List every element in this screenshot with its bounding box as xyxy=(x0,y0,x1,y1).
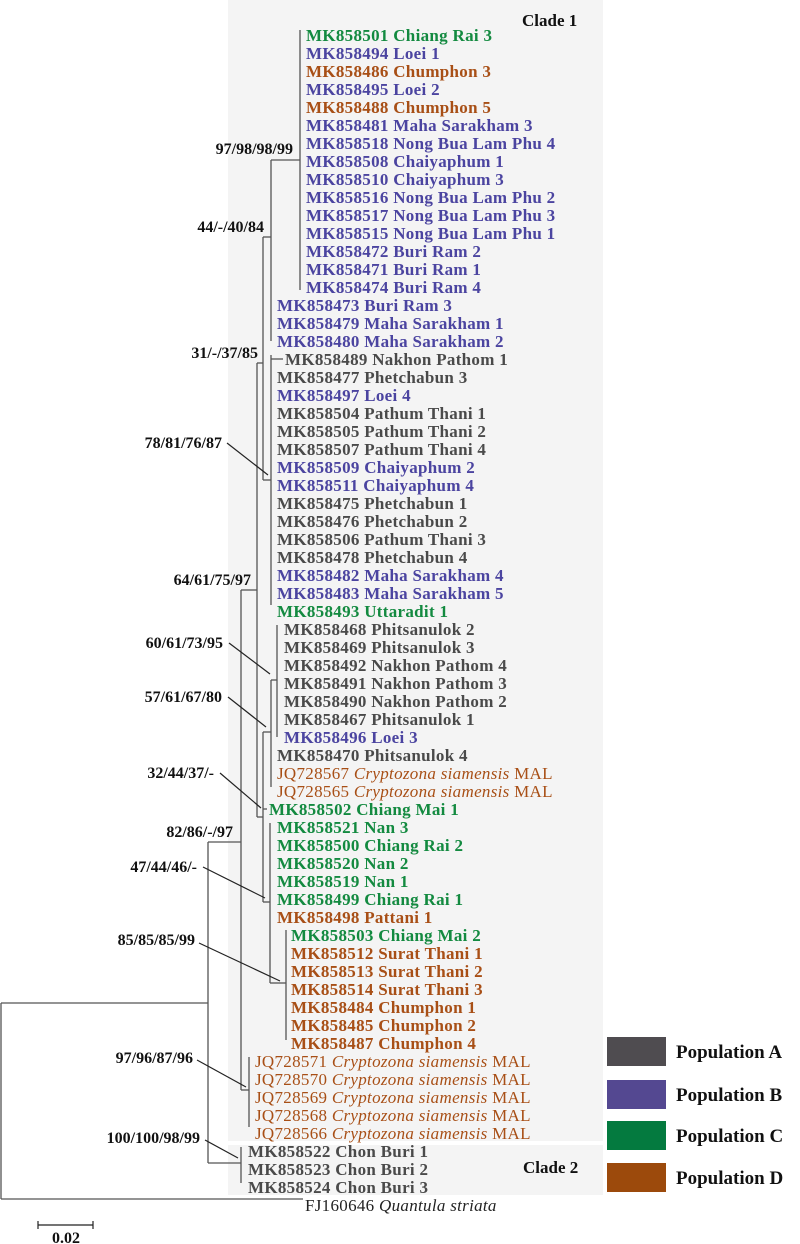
taxon-label xyxy=(277,530,486,549)
species-name: Cryptozona siamensis xyxy=(331,1106,488,1125)
taxon-label xyxy=(291,998,476,1017)
accession-number: MK858513 xyxy=(291,962,374,981)
accession-number: MK858521 xyxy=(277,818,360,837)
accession-number: FJ160646 xyxy=(305,1196,375,1215)
locality-name: Uttaradit 1 xyxy=(364,602,449,621)
locality-name: Chumphon 4 xyxy=(378,1034,477,1053)
locality-name: Loei 2 xyxy=(393,80,440,99)
accession-number: MK858518 xyxy=(306,134,389,153)
accession-number: MK858496 xyxy=(284,728,367,747)
accession-number: JQ728571 xyxy=(255,1052,328,1071)
bootstrap-support-label: 47/44/46/- xyxy=(130,859,197,876)
accession-number: MK858472 xyxy=(306,242,389,261)
accession-number: JQ728569 xyxy=(255,1088,328,1107)
accession-number: MK858505 xyxy=(277,422,360,441)
taxon-label xyxy=(291,1016,476,1035)
clade-2-label: Clade 2 xyxy=(523,1158,579,1177)
accession-number: MK858495 xyxy=(306,80,389,99)
taxon-label xyxy=(277,512,468,531)
accession-number: MK858469 xyxy=(284,638,367,657)
locality-name: Chiang Rai 2 xyxy=(364,836,464,855)
taxon-label xyxy=(306,116,533,135)
legend-swatch-population-b xyxy=(607,1080,666,1109)
taxon-label xyxy=(306,242,481,261)
locality-name: Pathum Thani 3 xyxy=(364,530,487,549)
scale-bar-label: 0.02 xyxy=(52,1230,80,1244)
taxon-label xyxy=(277,566,504,585)
taxon-label xyxy=(248,1160,428,1179)
locality-name: Chaiyaphum 2 xyxy=(364,458,476,477)
legend-label-population-a: Population A xyxy=(676,1042,783,1063)
locality-name: Chaiyaphum 4 xyxy=(363,476,475,495)
taxon-label xyxy=(277,422,486,441)
accession-number: MK858512 xyxy=(291,944,374,963)
legend-swatch-population-d xyxy=(607,1163,666,1192)
accession-number: MK858498 xyxy=(277,908,360,927)
locality-name: Nan 2 xyxy=(364,854,409,873)
locality-name: Chiang Mai 2 xyxy=(378,926,482,945)
locality-name: Maha Sarakham 5 xyxy=(364,584,504,603)
accession-number: MK858486 xyxy=(306,62,389,81)
bootstrap-support-label: 97/96/87/96 xyxy=(115,1050,193,1067)
accession-number: MK858501 xyxy=(306,26,389,45)
accession-number: MK858479 xyxy=(277,314,360,333)
taxon-label xyxy=(277,494,468,513)
bootstrap-support-label: 32/44/37/- xyxy=(147,765,214,782)
legend-label-population-d: Population D xyxy=(676,1168,784,1189)
accession-number: MK858503 xyxy=(291,926,374,945)
locality-code: MAL xyxy=(492,1106,531,1125)
taxon-label xyxy=(277,458,475,477)
species-name: Cryptozona siamensis xyxy=(353,764,510,783)
accession-number: MK858502 xyxy=(269,800,352,819)
locality-name: Phitsanulok 2 xyxy=(371,620,475,639)
locality-name: Surat Thani 2 xyxy=(378,962,483,981)
accession-number: MK858507 xyxy=(277,440,360,459)
taxon-label xyxy=(277,404,486,423)
locality-name: Nakhon Pathom 4 xyxy=(371,656,508,675)
accession-number: MK858489 xyxy=(285,350,368,369)
accession-number: MK858473 xyxy=(277,296,360,315)
locality-name: Chon Buri 3 xyxy=(335,1178,429,1197)
accession-number: MK858499 xyxy=(277,890,360,909)
clade-1-label: Clade 1 xyxy=(522,11,578,30)
scale-bar xyxy=(38,1221,93,1244)
taxon-label xyxy=(277,476,474,495)
taxon-label xyxy=(291,944,483,963)
taxon-label xyxy=(255,1124,531,1143)
locality-name: Loei 4 xyxy=(364,386,411,405)
taxon-label xyxy=(306,224,555,243)
locality-code: MAL xyxy=(514,782,553,801)
accession-number: MK858467 xyxy=(284,710,367,729)
locality-name: Phetchabun 3 xyxy=(364,368,468,387)
locality-code: MAL xyxy=(514,764,553,783)
taxon-label xyxy=(255,1070,531,1089)
taxon-label xyxy=(284,710,475,729)
accession-number: MK858483 xyxy=(277,584,360,603)
accession-number: MK858508 xyxy=(306,152,389,171)
taxon-label xyxy=(277,332,504,351)
taxon-label xyxy=(255,1106,531,1125)
taxon-label xyxy=(277,746,468,765)
taxon-label xyxy=(255,1088,531,1107)
accession-number: MK858523 xyxy=(248,1160,331,1179)
accession-number: MK858474 xyxy=(306,278,389,297)
locality-name: Nan 3 xyxy=(364,818,409,837)
locality-name: Chumphon 2 xyxy=(378,1016,477,1035)
species-name: Cryptozona siamensis xyxy=(331,1124,488,1143)
locality-name: Loei 3 xyxy=(371,728,418,747)
taxon-label xyxy=(277,548,468,567)
bootstrap-support-label: 44/-/40/84 xyxy=(197,219,264,236)
locality-name: Phitsanulok 1 xyxy=(371,710,475,729)
taxon-label xyxy=(284,638,475,657)
accession-number: MK858482 xyxy=(277,566,360,585)
locality-name: Phitsanulok 3 xyxy=(371,638,475,657)
taxon-label xyxy=(277,386,411,405)
accession-number: JQ728565 xyxy=(277,782,350,801)
taxon-label xyxy=(306,26,492,45)
locality-code: MAL xyxy=(492,1052,531,1071)
locality-name: Pattani 1 xyxy=(364,908,433,927)
taxon-label xyxy=(284,728,418,747)
species-name: Cryptozona siamensis xyxy=(331,1070,488,1089)
locality-name: Chaiyaphum 3 xyxy=(393,170,505,189)
taxon-label xyxy=(306,62,491,81)
taxon-label xyxy=(248,1142,428,1161)
accession-number: MK858514 xyxy=(291,980,374,999)
accession-number: MK858476 xyxy=(277,512,360,531)
locality-name: Phetchabun 1 xyxy=(364,494,468,513)
taxon-label xyxy=(306,206,555,225)
taxon-label xyxy=(291,980,483,999)
taxon-label xyxy=(269,800,459,819)
accession-number: MK858517 xyxy=(306,206,389,225)
taxon-label xyxy=(306,98,491,117)
taxon-label xyxy=(277,440,486,459)
locality-name: Pathum Thani 1 xyxy=(364,404,487,423)
bootstrap-support-label: 85/85/85/99 xyxy=(117,932,195,949)
taxon-label xyxy=(306,152,504,171)
locality-name: Phetchabun 4 xyxy=(364,548,468,567)
accession-number: MK858524 xyxy=(248,1178,331,1197)
taxon-label xyxy=(284,674,507,693)
accession-number: MK858492 xyxy=(284,656,367,675)
locality-name: Phitsanulok 4 xyxy=(364,746,468,765)
locality-name: Nakhon Pathom 2 xyxy=(371,692,508,711)
legend-swatch-population-c xyxy=(607,1121,666,1150)
species-name: Cryptozona siamensis xyxy=(331,1088,488,1107)
accession-number: MK858509 xyxy=(277,458,360,477)
locality-code: MAL xyxy=(492,1124,531,1143)
accession-number: MK858522 xyxy=(248,1142,331,1161)
locality-name: Nong Bua Lam Phu 1 xyxy=(393,224,556,243)
locality-name: Loei 1 xyxy=(393,44,440,63)
accession-number: MK858484 xyxy=(291,998,374,1017)
locality-name: Maha Sarakham 2 xyxy=(364,332,504,351)
accession-number: MK858511 xyxy=(277,476,359,495)
taxon-label xyxy=(277,314,504,333)
taxon-label xyxy=(277,908,433,927)
species-name: Cryptozona siamensis xyxy=(353,782,510,801)
locality-code: MAL xyxy=(492,1088,531,1107)
legend-label-population-b: Population B xyxy=(676,1085,783,1106)
accession-number: MK858506 xyxy=(277,530,360,549)
accession-number: MK858497 xyxy=(277,386,360,405)
accession-number: MK858491 xyxy=(284,674,367,693)
accession-number: MK858480 xyxy=(277,332,360,351)
locality-name: Chumphon 1 xyxy=(378,998,477,1017)
taxon-label xyxy=(277,782,553,801)
taxon-label xyxy=(291,1034,476,1053)
locality-name: Chumphon 3 xyxy=(393,62,492,81)
locality-name: Pathum Thani 4 xyxy=(364,440,487,459)
taxon-label xyxy=(284,656,507,675)
locality-name: Nong Bua Lam Phu 2 xyxy=(393,188,556,207)
locality-name: Chiang Mai 1 xyxy=(356,800,460,819)
locality-name: Chiang Rai 1 xyxy=(364,890,464,909)
taxon-label xyxy=(285,350,508,369)
locality-name: Chon Buri 2 xyxy=(335,1160,429,1179)
taxon-label xyxy=(277,836,463,855)
accession-number: MK858494 xyxy=(306,44,389,63)
taxon-label xyxy=(306,134,556,153)
locality-name: Chiang Rai 3 xyxy=(393,26,493,45)
accession-number: MK858481 xyxy=(306,116,389,135)
locality-name: Buri Ram 1 xyxy=(393,260,482,279)
bootstrap-support-label: 60/61/73/95 xyxy=(145,635,223,652)
taxon-label xyxy=(255,1052,531,1071)
bootstrap-support-label: 57/61/67/80 xyxy=(144,689,222,706)
accession-number: MK858477 xyxy=(277,368,360,387)
accession-number: MK858487 xyxy=(291,1034,374,1053)
accession-number: MK858468 xyxy=(284,620,367,639)
taxon-label xyxy=(248,1178,428,1197)
accession-number: MK858470 xyxy=(277,746,360,765)
locality-name: Buri Ram 4 xyxy=(393,278,482,297)
locality-name: Maha Sarakham 1 xyxy=(364,314,504,333)
taxon-label xyxy=(291,926,481,945)
taxon-label xyxy=(291,962,483,981)
bootstrap-support-label: 82/86/-/97 xyxy=(166,824,233,841)
taxon-label xyxy=(306,170,504,189)
accession-number: MK858471 xyxy=(306,260,389,279)
accession-number: MK858519 xyxy=(277,872,360,891)
species-name: Quantula striata xyxy=(379,1196,497,1215)
locality-name: Nong Bua Lam Phu 4 xyxy=(393,134,556,153)
taxon-label xyxy=(306,188,555,207)
bootstrap-support-label: 64/61/75/97 xyxy=(173,572,251,589)
accession-number: JQ728568 xyxy=(255,1106,328,1125)
locality-name: Nakhon Pathom 3 xyxy=(371,674,508,693)
locality-name: Buri Ram 2 xyxy=(393,242,482,261)
taxon-label xyxy=(306,44,440,63)
taxon-label xyxy=(277,368,468,387)
taxon-label xyxy=(284,620,475,639)
taxon-label xyxy=(277,296,452,315)
locality-name: Chumphon 5 xyxy=(393,98,492,117)
accession-number: MK858475 xyxy=(277,494,360,513)
taxon-label xyxy=(277,764,553,783)
locality-name: Buri Ram 3 xyxy=(364,296,453,315)
taxon-label xyxy=(277,854,409,873)
population-legend xyxy=(607,1037,783,1192)
accession-number: MK858488 xyxy=(306,98,389,117)
outgroup-label xyxy=(305,1196,497,1215)
accession-number: JQ728570 xyxy=(255,1070,328,1089)
accession-number: MK858520 xyxy=(277,854,360,873)
taxon-label xyxy=(277,602,448,621)
taxon-label xyxy=(277,890,463,909)
accession-number: MK858490 xyxy=(284,692,367,711)
taxon-label xyxy=(277,584,504,603)
locality-name: Surat Thani 1 xyxy=(378,944,483,963)
taxon-label xyxy=(306,80,440,99)
accession-number: JQ728567 xyxy=(277,764,350,783)
locality-name: Nong Bua Lam Phu 3 xyxy=(393,206,556,225)
locality-code: MAL xyxy=(492,1070,531,1089)
bootstrap-support-label: 100/100/98/99 xyxy=(106,1130,200,1147)
accession-number: MK858510 xyxy=(306,170,389,189)
locality-name: Nakhon Pathom 1 xyxy=(372,350,509,369)
locality-name: Surat Thani 3 xyxy=(378,980,483,999)
legend-swatch-population-a xyxy=(607,1037,666,1066)
locality-name: Nan 1 xyxy=(364,872,409,891)
taxon-label xyxy=(306,260,481,279)
locality-name: Phetchabun 2 xyxy=(364,512,468,531)
accession-number: MK858516 xyxy=(306,188,389,207)
locality-name: Chon Buri 1 xyxy=(335,1142,429,1161)
accession-number: MK858485 xyxy=(291,1016,374,1035)
species-name: Cryptozona siamensis xyxy=(331,1052,488,1071)
taxon-label xyxy=(277,818,409,837)
locality-name: Maha Sarakham 3 xyxy=(393,116,533,135)
locality-name: Chaiyaphum 1 xyxy=(393,152,505,171)
taxon-label xyxy=(277,872,409,891)
bootstrap-support-label: 97/98/98/99 xyxy=(215,141,293,158)
locality-name: Pathum Thani 2 xyxy=(364,422,487,441)
accession-number: JQ728566 xyxy=(255,1124,328,1143)
accession-number: MK858504 xyxy=(277,404,360,423)
accession-number: MK858478 xyxy=(277,548,360,567)
taxon-label xyxy=(284,692,507,711)
locality-name: Maha Sarakham 4 xyxy=(364,566,504,585)
bootstrap-support-label: 31/-/37/85 xyxy=(191,345,258,362)
accession-number: MK858515 xyxy=(306,224,389,243)
legend-label-population-c: Population C xyxy=(676,1126,784,1147)
taxon-label xyxy=(306,278,481,297)
bootstrap-support-label: 78/81/76/87 xyxy=(144,435,222,452)
accession-number: MK858500 xyxy=(277,836,360,855)
accession-number: MK858493 xyxy=(277,602,360,621)
